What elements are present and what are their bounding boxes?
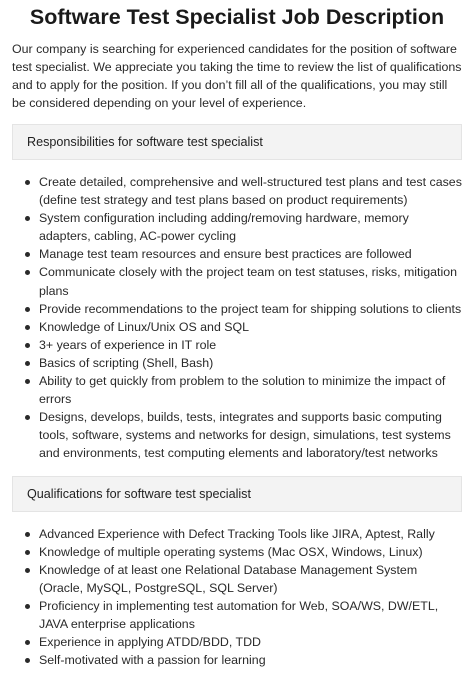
page-title: Software Test Specialist Job Description: [29, 5, 445, 29]
qualifications-heading: [12, 476, 462, 512]
responsibilities-heading: [12, 124, 462, 160]
qualifications-heading-label: Qualifications for software test specialist: [27, 486, 251, 501]
list-item: 3+ years of experience in IT role: [12, 336, 462, 354]
list-item: Designs, develops, builds, tests, integrates and supports basic computing tools, software, systems and networks for design, simulations, test systems and environments, test computing elements and laboratory/test networks: [12, 408, 462, 462]
list-item: Ability to get quickly from problem to the solution to minimize the impact of errors: [12, 372, 462, 408]
list-item: Communicate closely with the project team on test statuses, risks, mitigation plans: [12, 263, 462, 299]
intro-paragraph: Our company is searching for experienced candidates for the position of software test specialist. We appreciate you taking the time to review the list of qualifications and to apply for the position. If you don’t fill all of the qualifications, you may still be considered depending on your level of experience.: [12, 42, 462, 110]
list-item: Knowledge of at least one Relational Database Management System (Oracle, MySQL, PostgreSQL, SQL Server): [12, 561, 462, 597]
list-item: Proficiency in implementing test automation for Web, SOA/WS, DW/ETL, JAVA enterprise applications: [12, 597, 462, 633]
qualifications-list: [12, 525, 462, 670]
list-item: Knowledge of Linux/Unix OS and SQL: [12, 318, 462, 336]
list-item: Provide recommendations to the project team for shipping solutions to clients: [12, 300, 462, 318]
responsibilities-list: [12, 173, 462, 463]
list-item: Create detailed, comprehensive and well-structured test plans and test cases (define test strategy and test plans based on product requirements): [12, 173, 462, 209]
responsibilities-heading-label: Responsibilities for software test specialist: [27, 135, 263, 149]
list-item: Manage test team resources and ensure best practices are followed: [12, 245, 462, 263]
list-item: System configuration including adding/removing hardware, memory adapters, cabling, AC-power cycling: [12, 209, 462, 245]
list-item: Experience in applying ATDD/BDD, TDD: [12, 633, 462, 651]
list-item: Advanced Experience with Defect Tracking Tools like JIRA, Aptest, Rally: [12, 525, 462, 543]
list-item: Self-motivated with a passion for learning: [12, 651, 462, 669]
list-item: Knowledge of multiple operating systems (Mac OSX, Windows, Linux): [12, 543, 462, 561]
list-item: Basics of scripting (Shell, Bash): [12, 354, 462, 372]
